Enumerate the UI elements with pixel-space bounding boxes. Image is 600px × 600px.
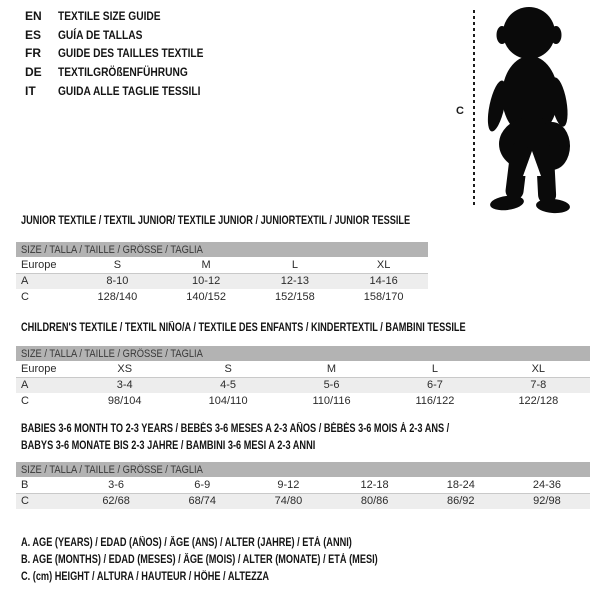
table-cell: 3-4 bbox=[116, 379, 133, 391]
footnote-a: A. AGE (YEARS) / EDAD (AÑOS) / ÂGE (ANS) / ALTER (JAHRE) / ETÀ (ANNI) bbox=[21, 537, 352, 549]
children-size-table bbox=[16, 346, 590, 409]
table-cell: 9-12 bbox=[277, 479, 300, 491]
toddler-silhouette-icon bbox=[482, 4, 582, 214]
table-row bbox=[16, 493, 590, 509]
language-legend bbox=[25, 7, 229, 100]
babies-table-body bbox=[16, 477, 590, 509]
footnote-b: B. AGE (MONTHS) / EDAD (MESES) / ÂGE (MOIS) / ALTER (MONATE) / ETÀ (MESI) bbox=[21, 554, 378, 566]
junior-section-heading: JUNIOR TEXTILE / TEXTIL JUNIOR/ TEXTILE JUNIOR / JUNIORTEXTIL / JUNIOR TESSILE bbox=[21, 215, 411, 227]
table-cell: S bbox=[113, 259, 122, 271]
table-row bbox=[16, 273, 428, 289]
lang-title: GUIDA ALLE TAGLIE TESSILI bbox=[58, 83, 201, 98]
table-cell: 10-12 bbox=[192, 275, 221, 287]
table-row bbox=[16, 257, 428, 273]
row-label: A bbox=[21, 379, 29, 391]
lang-row-en bbox=[25, 7, 229, 26]
babies-size-table bbox=[16, 462, 590, 509]
table-cell: 74/80 bbox=[274, 495, 303, 507]
table-cell: 6-9 bbox=[194, 479, 211, 491]
footnotes bbox=[21, 535, 467, 586]
table-cell: L bbox=[291, 259, 298, 271]
table-cell: 8-10 bbox=[106, 275, 129, 287]
lang-code: DE bbox=[25, 65, 42, 80]
table-cell: 68/74 bbox=[188, 495, 217, 507]
row-label: A bbox=[21, 275, 29, 287]
row-label: Europe bbox=[21, 363, 57, 375]
children-table-body bbox=[16, 361, 590, 409]
table-cell: 24-36 bbox=[532, 479, 562, 491]
height-measure-label: C bbox=[456, 105, 464, 117]
lang-title: GUÍA DE TALLAS bbox=[58, 27, 143, 42]
table-cell: 98/104 bbox=[107, 395, 142, 407]
table-cell: M bbox=[326, 363, 337, 375]
table-cell: 158/170 bbox=[363, 291, 404, 303]
table-cell: XL bbox=[531, 363, 546, 375]
table-cell: 12-18 bbox=[360, 479, 389, 491]
lang-row-es bbox=[25, 26, 229, 45]
table-row bbox=[16, 377, 590, 393]
lang-row-fr bbox=[25, 44, 229, 63]
table-cell: 7-8 bbox=[530, 379, 547, 391]
table-cell: 140/152 bbox=[186, 291, 226, 303]
children-table-header: SIZE / TALLA / TAILLE / GRÖSSE / TAGLIA bbox=[16, 346, 590, 361]
table-cell: M bbox=[201, 259, 211, 271]
table-cell: 92/98 bbox=[533, 495, 561, 507]
row-label: Europe bbox=[21, 259, 57, 271]
footnote-c: C. (cm) HEIGHT / ALTURA / HAUTEUR / HÖHE / ALTEZZA bbox=[21, 571, 270, 583]
table-row bbox=[16, 393, 590, 409]
lang-code: EN bbox=[25, 9, 42, 24]
table-row bbox=[16, 477, 590, 493]
row-label: B bbox=[21, 479, 29, 491]
table-row bbox=[16, 361, 590, 377]
lang-code: IT bbox=[25, 83, 36, 98]
row-label: C bbox=[21, 495, 29, 507]
children-section-heading: CHILDREN'S TEXTILE / TEXTIL NIÑO/A / TEXTILE DES ENFANTS / KINDERTEXTIL / BAMBINI TESSILE bbox=[21, 322, 466, 334]
lang-title: TEXTILGRÖßENFÜHRUNG bbox=[58, 65, 188, 80]
lang-code: ES bbox=[25, 27, 42, 42]
table-cell: XL bbox=[376, 259, 391, 271]
table-cell: 86/92 bbox=[447, 495, 475, 507]
table-cell: 104/110 bbox=[208, 395, 248, 407]
junior-table-body bbox=[16, 257, 428, 305]
junior-table-header: SIZE / TALLA / TAILLE / GRÖSSE / TAGLIA bbox=[16, 242, 428, 257]
table-cell: 80/86 bbox=[360, 495, 389, 507]
table-cell: 5-6 bbox=[323, 379, 340, 391]
table-cell: 18-24 bbox=[446, 479, 475, 491]
table-cell: 12-13 bbox=[280, 275, 309, 287]
table-cell: 128/140 bbox=[97, 291, 138, 303]
height-measure-dashed-line bbox=[473, 10, 475, 206]
table-cell: 62/68 bbox=[102, 495, 130, 507]
table-cell: 152/158 bbox=[274, 291, 315, 303]
lang-code: FR bbox=[25, 46, 41, 61]
table-cell: 110/116 bbox=[312, 395, 351, 407]
table-cell: L bbox=[431, 363, 438, 375]
row-label: C bbox=[21, 291, 29, 303]
babies-table-header: SIZE / TALLA / TAILLE / GRÖSSE / TAGLIA bbox=[16, 462, 590, 477]
table-cell: 116/122 bbox=[415, 395, 455, 407]
babies-section-heading: BABIES 3-6 MONTH TO 2-3 YEARS / BEBÉS 3-6 MESES A 2-3 AÑOS / BÉBÉS 3-6 MOIS À 2-3 ANS / BABYS 3-6 MONATE BIS 2-3 JAHRE / BAMBINI 3-6 MESI A 2-3 ANNI bbox=[21, 423, 450, 452]
lang-row-de bbox=[25, 63, 229, 82]
row-label: C bbox=[21, 395, 29, 407]
table-cell: 122/128 bbox=[518, 395, 559, 407]
table-cell: 4-5 bbox=[220, 379, 237, 391]
table-cell: XS bbox=[117, 363, 133, 375]
table-cell: 6-7 bbox=[426, 379, 443, 391]
lang-title: GUIDE DES TAILLES TEXTILE bbox=[58, 46, 204, 61]
table-cell: 3-6 bbox=[108, 479, 125, 491]
table-cell: 14-16 bbox=[369, 275, 398, 287]
table-row bbox=[16, 289, 428, 305]
lang-title: TEXTILE SIZE GUIDE bbox=[58, 9, 161, 24]
lang-row-it bbox=[25, 81, 229, 100]
junior-size-table bbox=[16, 242, 428, 305]
table-cell: S bbox=[224, 363, 232, 375]
